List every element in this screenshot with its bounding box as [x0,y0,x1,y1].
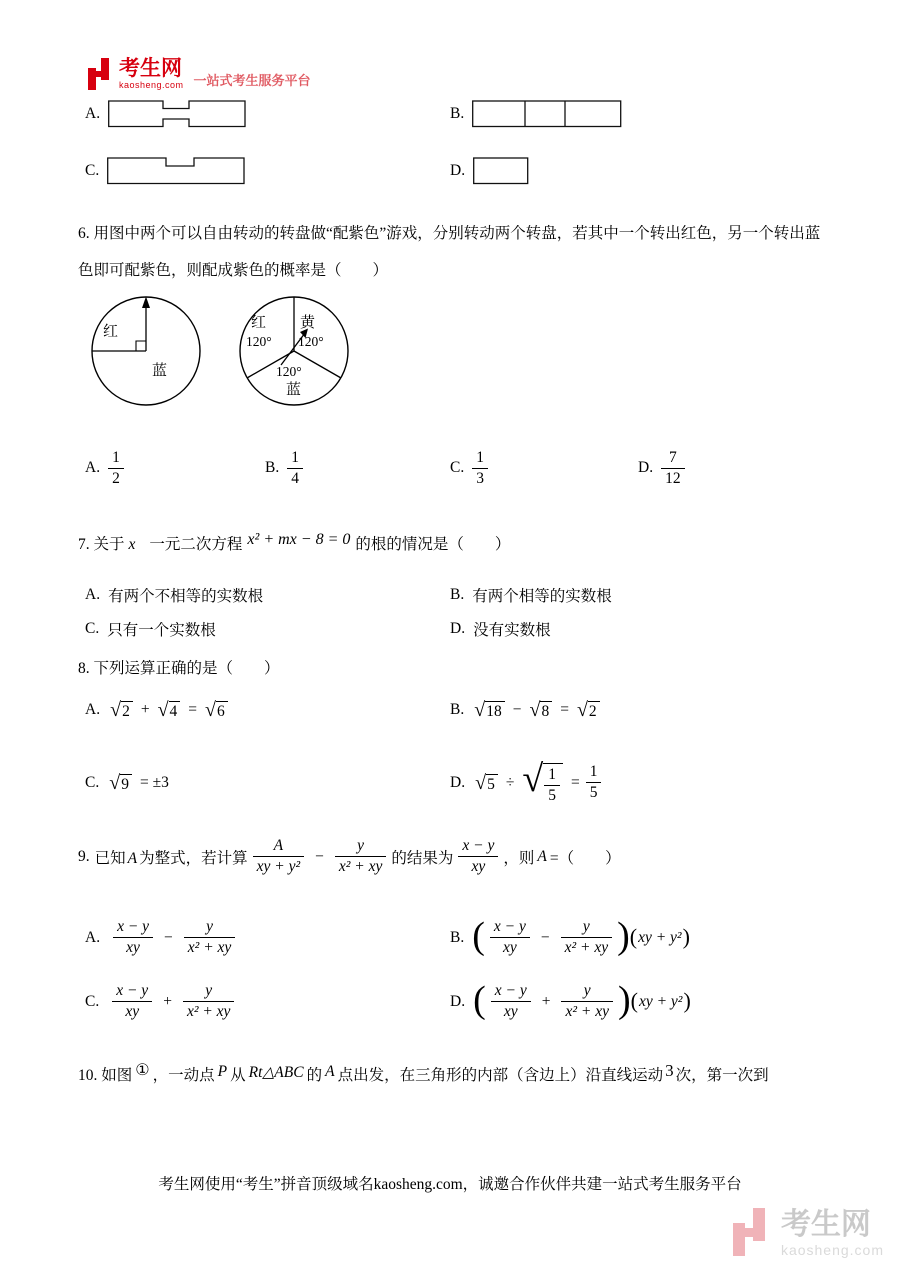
equals-sign: = [188,700,198,718]
fraction-numerator: 7 [668,449,677,466]
q6-option-b [265,449,450,488]
q9-option-c [85,982,450,1021]
q8-option-b-label: B. [450,700,465,718]
fraction [183,982,235,1021]
q7-option-a-label: A. [85,585,101,603]
q6-option-a [85,449,265,488]
fraction-denominator: 5 [544,785,560,805]
fraction-denominator: 12 [661,468,685,488]
q10-times-number: 3 [665,1060,674,1080]
q9-option-c-label: C. [85,992,100,1010]
logo-text-block [119,58,184,91]
question-7-number: 7. [78,535,90,553]
fraction-denominator: xy [113,937,153,957]
q6-spinner-figures [0,293,900,409]
radical-sign: √ [475,771,487,794]
q7-option-c-label: C. [85,619,100,637]
q7-options-row-2 [0,618,900,640]
q6-option-c-fraction [472,449,488,488]
radical-sign: √ [576,698,588,721]
operator: ÷ [505,773,515,791]
spinner-2 [236,293,352,409]
shape-option-c-label: C. [85,162,100,179]
q9-fraction-1 [253,837,305,876]
radicand: 2 [121,701,133,720]
fraction-denominator: x² + xy [335,856,387,876]
spinner1-arrow-icon [142,297,150,309]
q10-triangle-ref: Rt△ABC [248,1063,304,1081]
fraction [113,918,153,957]
question-10-number: 10. [78,1066,98,1084]
shape-option-a [85,100,450,128]
radicand: 9 [120,774,132,793]
q7-option-b-text: 有两个相等的实数根 [472,587,612,605]
q6-option-d [638,449,685,488]
close-paren: ) [683,987,691,1013]
shape-options-row-1 [0,100,900,128]
q7-mid: 一元二次方程 [149,535,243,553]
q6-option-a-fraction [108,449,124,488]
fraction [586,763,602,802]
logo-tagline: 一站式考生服务平台 [193,73,311,88]
fraction [491,982,531,1021]
spinner2-label-red: 红 [251,315,267,331]
q10-mid1: ，一动点 [152,1066,215,1084]
operator: − [315,847,324,865]
question-6-number: 6. [78,225,90,242]
radical-sign: √ [529,698,541,721]
question-9-number: 9. [78,847,90,865]
fraction [112,982,152,1021]
q9-option-b-label: B. [450,928,465,946]
q6-options [0,449,900,488]
watermark [733,1208,884,1258]
radical-sign: √ [205,698,217,721]
radicand: 8 [540,701,552,720]
fraction-numerator: 1 [548,766,556,784]
q9-pre2: 为整式，若计算 [139,849,248,867]
question-8-text [0,656,900,678]
q7-option-b [450,584,900,606]
q7-option-a [85,584,450,606]
fraction-denominator: x² + xy [561,1001,613,1021]
q7-option-c-text: 只有一个实数根 [107,621,216,639]
q6-option-d-label: D. [638,459,654,477]
fraction-denominator: x² + xy [184,937,236,957]
fraction-numerator: y [357,837,365,855]
q6-option-a-label: A. [85,459,101,477]
shape-option-b [450,100,900,128]
fraction [184,918,236,957]
q8-option-c-rhs: = ±3 [139,773,169,791]
radical-sign: √ [110,698,122,721]
q6-option-b-label: B. [265,459,280,477]
q9-option-b [450,914,900,957]
q8-options-row-2 [0,756,900,810]
q10-mid4: 点出发，在三角形的内部（含边上）沿直线运动 [337,1066,664,1084]
radicand [543,763,563,805]
fraction-numerator: x − y [462,837,495,855]
q7-option-a-text: 有两个不相等的实数根 [108,587,264,605]
q7-option-d-label: D. [450,619,466,637]
watermark-brand: 考生网 [780,1208,871,1241]
fraction-numerator: y [582,918,590,936]
sqrt-expression [205,700,228,720]
radicand: 4 [169,701,181,720]
shape-option-b-label: B. [450,105,465,122]
shape-a-figure [108,100,246,128]
kaosheng-watermark-icon [733,1208,773,1258]
fraction-denominator: xy + y² [253,856,305,876]
fraction-numerator: y [205,982,213,1000]
fraction-numerator: 1 [589,763,598,781]
q7-option-d-text: 没有实数根 [473,621,551,639]
q9-pre1: 已知 [94,849,126,867]
fraction-denominator: xy [458,856,498,876]
q9-variable-A: A [127,849,138,867]
q9-option-d-tail: xy + y² [638,992,683,1010]
shape-option-d [450,157,900,185]
operator: − [164,928,173,946]
equals-sign: = [570,773,580,791]
sqrt-expression [475,773,498,793]
operator: + [140,700,150,718]
q9-option-b-tail: xy + y² [638,928,682,946]
q8-option-c-label: C. [85,773,100,791]
q9-option-a-label: A. [85,928,101,946]
q7-option-d [450,618,900,640]
q7-post: 的根的情况是（ ） [355,535,511,553]
radical-sign: √ [109,771,121,794]
q9-fraction-3 [458,837,498,876]
q9-post1: ，则 [503,849,535,867]
spinner2-angle-left: 120° [246,334,272,349]
sqrt-expression [474,700,504,720]
q7-pre: 关于 [93,535,125,553]
question-8-number: 8. [78,659,90,677]
site-logo [88,58,311,91]
question-10-text [0,1060,900,1091]
spinner2-angle-bottom: 120° [276,364,302,379]
spinner1-label-red: 红 [103,324,119,340]
radical-sign: √ [474,698,486,721]
sqrt-expression [158,700,181,720]
radical-sign: √ [157,698,169,721]
shape-option-a-label: A. [85,105,101,122]
q10-figure-ref: ① [135,1061,150,1079]
q7-option-c [85,618,450,640]
q10-post: 次，第一次到 [675,1066,769,1084]
fraction-denominator: x² + xy [183,1001,235,1021]
question-7-text [0,532,900,554]
q10-variable-P: P [217,1062,228,1080]
q9-option-a [85,918,450,957]
fraction [544,766,560,805]
sqrt-fraction-expression [522,760,563,805]
fraction-denominator: 4 [287,468,303,488]
q9-option-d [450,978,900,1021]
sqrt-expression [577,700,600,720]
radicand: 6 [216,701,228,720]
fraction [561,918,613,957]
fraction-numerator: x − y [116,982,149,1000]
watermark-domain: kaosheng.com [780,1242,884,1258]
q9-variable-A2: A [537,847,547,865]
fraction-numerator: A [273,837,284,855]
question-6-body: 用图中两个可以自由转动的转盘做“配紫色”游戏，分别转动两个转盘，若其中一个转出红色，另一个转出蓝色即可配紫色，则配成紫色的概率是（ ） [78,225,821,279]
watermark-text-block [781,1208,884,1258]
question-6-text [0,215,823,289]
shape-options-row-2 [0,157,900,185]
fraction-denominator: 3 [472,468,488,488]
fraction-denominator: x² + xy [561,937,613,957]
q8-option-a-label: A. [85,700,101,718]
open-paren: ( [473,978,486,1021]
q7-options-row-1 [0,584,900,606]
fraction-numerator: 1 [291,449,299,466]
open-paren: ( [630,987,638,1013]
q9-fraction-2 [335,837,387,876]
fraction-numerator: x − y [117,918,150,936]
fraction-denominator: 5 [586,782,602,802]
right-angle-mark-icon [136,341,146,351]
q9-options-row-1 [0,912,900,964]
shape-d-figure [473,157,529,185]
shape-b-figure [472,100,622,128]
open-paren: ( [629,923,638,949]
operator: + [541,992,551,1010]
spinner2-angle-right: 120° [298,334,324,349]
q6-option-b-fraction [287,449,303,488]
q7-equation: x² + mx − 8 = 0 [247,530,351,548]
q8-option-d [450,760,900,805]
q6-option-d-fraction [661,449,685,488]
spinner2-label-yellow: 黄 [300,315,316,331]
sqrt-expression [109,773,132,793]
sqrt-expression [110,700,133,720]
fraction-numerator: 1 [112,449,120,466]
q10-pre: 如图 [101,1066,133,1084]
q8-option-c [85,773,450,793]
fraction-denominator: xy [490,937,530,957]
fraction-numerator: 1 [476,449,484,466]
close-paren: ) [682,923,690,949]
q7-variable-x: x [128,535,136,553]
equals-sign: = [560,700,569,718]
question-9-text [0,832,900,882]
fraction-numerator: x − y [493,918,526,936]
shape-option-d-label: D. [450,162,466,179]
page-footer-text: 考生网使用“考生”拼音顶级域名kaosheng.com，诚邀合作伙伴共建一站式考生服务平台 [158,1176,742,1193]
q9-post2: =（ ） [549,849,621,867]
fraction-denominator: 2 [108,468,124,488]
kaosheng-logo-icon [88,58,114,90]
radicand: 5 [486,774,498,793]
fraction-numerator: y [583,982,591,1000]
sqrt-expression [529,700,552,720]
operator: − [540,928,550,946]
spinner-1 [88,293,204,409]
fraction-numerator: y [206,918,213,936]
shape-option-c [85,157,450,185]
fraction [561,982,613,1021]
q8-option-a [85,700,450,720]
q10-mid3: 的 [306,1066,323,1084]
radical-sign: √ [522,758,544,801]
q8-option-d-label: D. [450,773,466,791]
fraction-numerator: x − y [494,982,527,1000]
q8-title-text: 下列运算正确的是（ ） [93,659,280,677]
q8-option-b [450,700,900,720]
q6-option-c [450,449,638,488]
q10-mid2: 从 [230,1066,246,1084]
fraction [490,918,530,957]
shape-c-figure [107,157,245,185]
q9-options-row-2 [0,976,900,1028]
fraction-denominator: xy [112,1001,152,1021]
operator: − [512,700,522,718]
radicand: 18 [485,701,505,720]
q9-mid: 的结果为 [391,849,454,867]
spinner1-label-blue: 蓝 [152,363,168,379]
close-paren: ) [617,914,630,957]
open-paren: ( [472,914,485,957]
q8-options-row-1 [0,694,900,726]
spinner2-label-blue: 蓝 [286,382,302,398]
q7-option-b-label: B. [450,585,465,603]
radicand: 2 [588,701,600,720]
q6-option-c-label: C. [450,459,465,477]
close-paren: ) [617,978,631,1021]
logo-domain-text: kaosheng.com [119,80,184,90]
q10-variable-A: A [325,1062,335,1080]
logo-brand-text: 考生网 [119,57,182,80]
operator: + [163,992,172,1010]
fraction-denominator: xy [491,1001,531,1021]
q9-option-d-label: D. [450,992,466,1010]
